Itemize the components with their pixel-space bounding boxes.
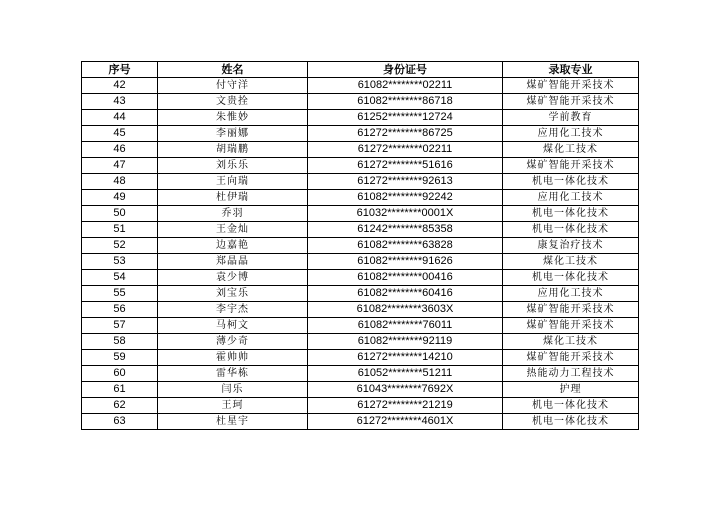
cell-number: 56 xyxy=(82,302,158,318)
cell-major: 煤化工技术 xyxy=(503,254,639,270)
cell-id-number: 61082********00416 xyxy=(308,270,503,286)
cell-id-number: 61272********02211 xyxy=(308,142,503,158)
table-row xyxy=(82,366,639,382)
cell-name: 边嘉艳 xyxy=(158,238,308,254)
cell-major: 机电一体化技术 xyxy=(503,174,639,190)
cell-name: 付守洋 xyxy=(158,78,308,94)
cell-id-number: 61082********02211 xyxy=(308,78,503,94)
cell-name: 刘乐乐 xyxy=(158,158,308,174)
table-row xyxy=(82,174,639,190)
cell-number: 52 xyxy=(82,238,158,254)
cell-id-number: 61082********92119 xyxy=(308,334,503,350)
cell-major: 应用化工技术 xyxy=(503,126,639,142)
cell-id-number: 61272********51616 xyxy=(308,158,503,174)
table-row xyxy=(82,126,639,142)
cell-major: 煤矿智能开采技术 xyxy=(503,158,639,174)
cell-number: 50 xyxy=(82,206,158,222)
table-row xyxy=(82,142,639,158)
cell-major: 煤化工技术 xyxy=(503,142,639,158)
header-row xyxy=(82,62,639,78)
table-row xyxy=(82,222,639,238)
cell-id-number: 61032********0001X xyxy=(308,206,503,222)
table-row xyxy=(82,110,639,126)
cell-name: 雷华栋 xyxy=(158,366,308,382)
cell-major: 机电一体化技术 xyxy=(503,398,639,414)
cell-number: 63 xyxy=(82,414,158,430)
cell-major: 热能动力工程技术 xyxy=(503,366,639,382)
cell-name: 霍帅帅 xyxy=(158,350,308,366)
cell-id-number: 61082********92242 xyxy=(308,190,503,206)
cell-id-number: 61272********21219 xyxy=(308,398,503,414)
cell-name: 李宇杰 xyxy=(158,302,308,318)
cell-number: 42 xyxy=(82,78,158,94)
cell-number: 55 xyxy=(82,286,158,302)
cell-name: 胡瑞鹏 xyxy=(158,142,308,158)
cell-name: 朱惟妙 xyxy=(158,110,308,126)
cell-major: 煤矿智能开采技术 xyxy=(503,350,639,366)
header-number: 序号 xyxy=(82,62,158,78)
cell-name: 杜星宇 xyxy=(158,414,308,430)
cell-major: 应用化工技术 xyxy=(503,286,639,302)
table-row xyxy=(82,238,639,254)
cell-number: 58 xyxy=(82,334,158,350)
cell-name: 乔羽 xyxy=(158,206,308,222)
header-name: 姓名 xyxy=(158,62,308,78)
cell-name: 马柯文 xyxy=(158,318,308,334)
cell-name: 刘宝乐 xyxy=(158,286,308,302)
cell-id-number: 61043********7692X xyxy=(308,382,503,398)
cell-number: 62 xyxy=(82,398,158,414)
table-row xyxy=(82,350,639,366)
cell-name: 杜伊瑞 xyxy=(158,190,308,206)
cell-major: 煤矿智能开采技术 xyxy=(503,302,639,318)
cell-number: 59 xyxy=(82,350,158,366)
cell-number: 61 xyxy=(82,382,158,398)
cell-name: 文贵拴 xyxy=(158,94,308,110)
table-body xyxy=(82,78,639,430)
cell-name: 袁少博 xyxy=(158,270,308,286)
cell-major: 煤矿智能开采技术 xyxy=(503,318,639,334)
cell-number: 44 xyxy=(82,110,158,126)
admission-table xyxy=(81,61,639,430)
cell-number: 48 xyxy=(82,174,158,190)
table-row xyxy=(82,270,639,286)
cell-name: 王金灿 xyxy=(158,222,308,238)
cell-major: 应用化工技术 xyxy=(503,190,639,206)
header-id-number: 身份证号 xyxy=(308,62,503,78)
cell-number: 51 xyxy=(82,222,158,238)
header-major: 录取专业 xyxy=(503,62,639,78)
table-row xyxy=(82,302,639,318)
cell-name: 李丽娜 xyxy=(158,126,308,142)
cell-major: 学前教育 xyxy=(503,110,639,126)
cell-number: 53 xyxy=(82,254,158,270)
cell-major: 煤矿智能开采技术 xyxy=(503,94,639,110)
table-row xyxy=(82,190,639,206)
cell-major: 机电一体化技术 xyxy=(503,270,639,286)
cell-id-number: 61272********92613 xyxy=(308,174,503,190)
cell-number: 54 xyxy=(82,270,158,286)
table-row xyxy=(82,334,639,350)
cell-number: 45 xyxy=(82,126,158,142)
cell-major: 煤化工技术 xyxy=(503,334,639,350)
cell-major: 机电一体化技术 xyxy=(503,414,639,430)
cell-number: 49 xyxy=(82,190,158,206)
table-row xyxy=(82,206,639,222)
table-row xyxy=(82,286,639,302)
table-row xyxy=(82,382,639,398)
cell-name: 郑晶晶 xyxy=(158,254,308,270)
cell-number: 47 xyxy=(82,158,158,174)
cell-name: 王向瑞 xyxy=(158,174,308,190)
cell-number: 43 xyxy=(82,94,158,110)
table-row xyxy=(82,414,639,430)
cell-id-number: 61082********63828 xyxy=(308,238,503,254)
table-row xyxy=(82,254,639,270)
cell-major: 机电一体化技术 xyxy=(503,206,639,222)
cell-id-number: 61082********91626 xyxy=(308,254,503,270)
cell-id-number: 61082********3603X xyxy=(308,302,503,318)
cell-number: 60 xyxy=(82,366,158,382)
cell-id-number: 61082********86718 xyxy=(308,94,503,110)
cell-major: 护理 xyxy=(503,382,639,398)
cell-number: 57 xyxy=(82,318,158,334)
table-row xyxy=(82,78,639,94)
cell-id-number: 61272********14210 xyxy=(308,350,503,366)
cell-id-number: 61082********76011 xyxy=(308,318,503,334)
table-row xyxy=(82,318,639,334)
cell-id-number: 61082********60416 xyxy=(308,286,503,302)
cell-id-number: 61242********85358 xyxy=(308,222,503,238)
cell-id-number: 61252********12724 xyxy=(308,110,503,126)
cell-name: 薄少奇 xyxy=(158,334,308,350)
cell-id-number: 61052********51211 xyxy=(308,366,503,382)
table-row xyxy=(82,94,639,110)
table-row xyxy=(82,398,639,414)
cell-major: 煤矿智能开采技术 xyxy=(503,78,639,94)
cell-name: 闫乐 xyxy=(158,382,308,398)
cell-major: 康复治疗技术 xyxy=(503,238,639,254)
cell-name: 王珂 xyxy=(158,398,308,414)
table-header xyxy=(82,62,639,78)
cell-number: 46 xyxy=(82,142,158,158)
table-row xyxy=(82,158,639,174)
cell-id-number: 61272********4601X xyxy=(308,414,503,430)
cell-major: 机电一体化技术 xyxy=(503,222,639,238)
cell-id-number: 61272********86725 xyxy=(308,126,503,142)
